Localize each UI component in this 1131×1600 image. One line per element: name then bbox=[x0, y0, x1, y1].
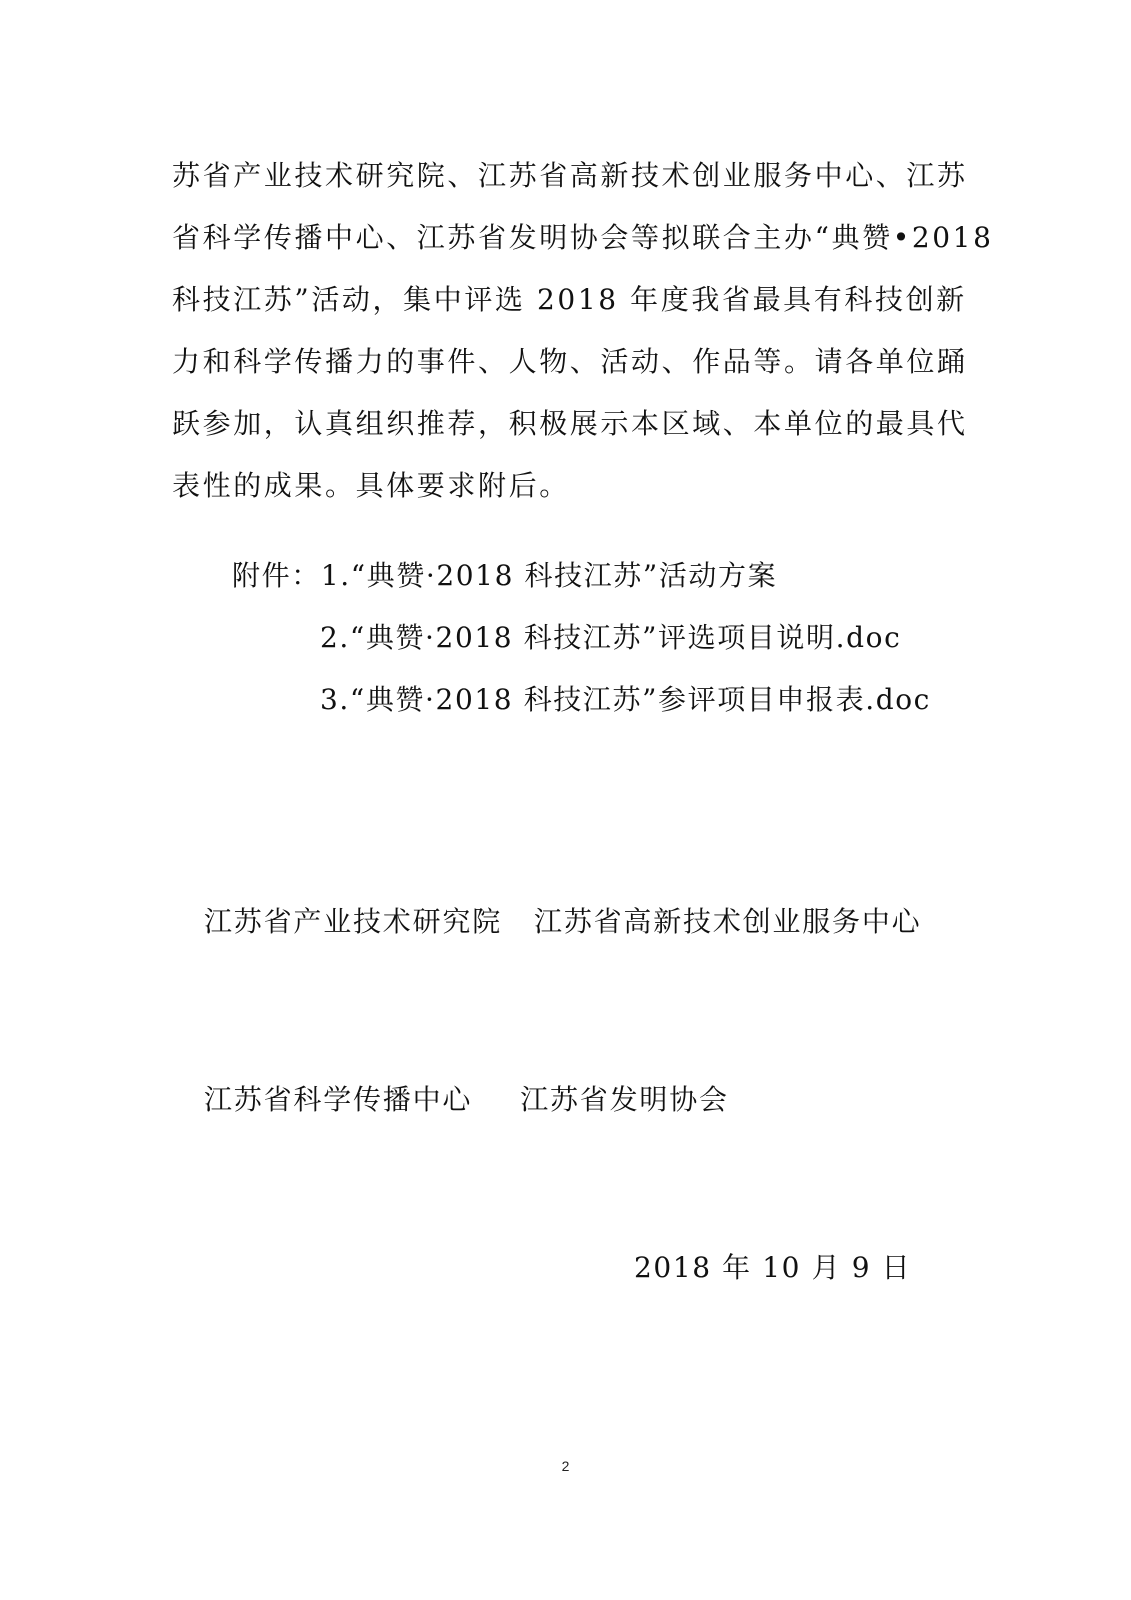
signatory-row-2 bbox=[204, 1078, 729, 1122]
attachments-prefix: 附件： bbox=[232, 559, 321, 592]
attachment-item-2: 2.“典赞·2018 科技江苏”评选项目说明.doc bbox=[320, 621, 902, 654]
signatory-hi-tech-startup-center: 江苏省高新技术创业服务中心 bbox=[534, 905, 922, 938]
signatory-invention-association: 江苏省发明协会 bbox=[520, 1083, 729, 1116]
body-line-5: 跃参加，认真组织推荐，积极展示本区域、本单位的最具代 bbox=[172, 407, 968, 440]
attachment-item-3: 3.“典赞·2018 科技江苏”参评项目申报表.doc bbox=[320, 683, 931, 716]
body-line-4: 力和科学传播力的事件、人物、活动、作品等。请各单位踊 bbox=[172, 345, 968, 378]
body-line-2: 省科学传播中心、江苏省发明协会等拟联合主办“典赞•2018 bbox=[172, 221, 994, 254]
document-date: 2018 年 10 月 9 日 bbox=[634, 1251, 912, 1284]
body-line-1: 苏省产业技术研究院、江苏省高新技术创业服务中心、江苏 bbox=[172, 159, 968, 192]
attachment-item-1 bbox=[232, 545, 992, 607]
body-line-3: 科技江苏”活动，集中评选 2018 年度我省最具有科技创新 bbox=[172, 283, 967, 316]
signatory-industrial-tech-institute: 江苏省产业技术研究院 bbox=[204, 905, 503, 938]
attachments-list bbox=[232, 545, 992, 731]
body-paragraph bbox=[172, 145, 994, 517]
signatory-row-1 bbox=[204, 900, 921, 944]
body-line-6: 表性的成果。具体要求附后。 bbox=[172, 469, 570, 502]
attachment-item-1-text: 1.“典赞·2018 科技江苏”活动方案 bbox=[320, 559, 778, 592]
signatory-science-communication-center: 江苏省科学传播中心 bbox=[204, 1083, 473, 1116]
page-number: 2 bbox=[561, 1458, 570, 1474]
